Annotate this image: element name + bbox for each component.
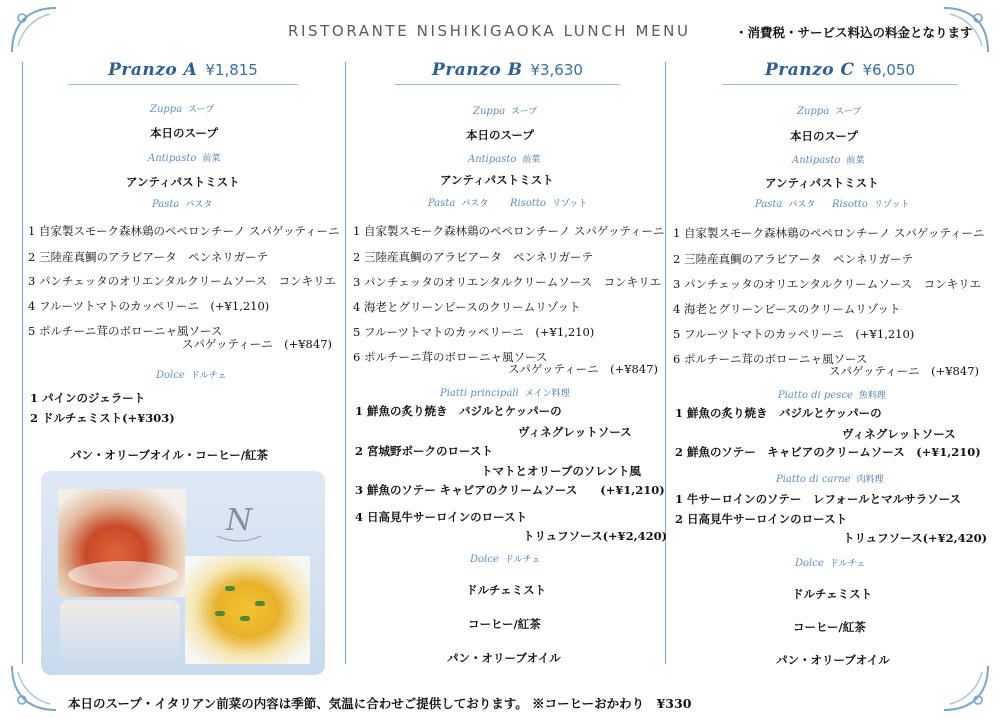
- section-jp: リゾット: [551, 199, 588, 209]
- menu-item: 3 パンチェッタのオリエンタルクリームソース コンキリエ: [28, 274, 336, 288]
- corner-ornament-icon: [940, 662, 992, 714]
- menu-item: 2 宮城野ポークのロースト: [355, 444, 493, 458]
- corner-ornament-icon: [940, 4, 992, 56]
- menu-item: 4 日高見牛サーロインのロースト: [355, 510, 528, 524]
- pranzo-b-title: [395, 60, 620, 88]
- menu-item: 本日のスープ: [466, 128, 534, 142]
- section-it: Antipasto: [148, 153, 197, 164]
- menu-item: 6 ポルチーニ茸のボローニャ風ソース: [673, 352, 868, 366]
- menu-item: 3 パンチェッタのオリエンタルクリームソース コンキリエ: [673, 277, 981, 291]
- column-divider: [22, 62, 23, 664]
- section-meat: [776, 472, 884, 485]
- section-jp: 肉料理: [856, 475, 884, 485]
- menu-item: スパゲッティーニ (+¥847): [508, 362, 658, 376]
- section-it: Zuppa: [150, 104, 183, 115]
- section-risotto: [510, 196, 587, 209]
- photo-reflection: [60, 600, 180, 660]
- menu-item: 5 フルーツトマトのカッペリーニ (+¥1,210): [673, 327, 915, 341]
- menu-item: 1 牛サーロインのソテー レフォールとマルサラソース: [675, 492, 962, 506]
- section-jp: スープ: [188, 105, 215, 115]
- logo-letter: N: [225, 503, 253, 538]
- section-main: [440, 386, 570, 399]
- section-jp: リゾット: [873, 200, 910, 210]
- menu-item: 4 海老とグリーンピースのクリームリゾット: [353, 300, 581, 314]
- section-jp: ドルチェ: [829, 559, 866, 569]
- section-jp: ドルチェ: [504, 555, 541, 565]
- column-divider: [665, 62, 666, 664]
- section-it: Pasta: [152, 199, 180, 210]
- pranzo-a-title: [68, 60, 298, 88]
- penne-photo: [58, 489, 186, 597]
- menu-item: 6 ポルチーニ茸のボローニャ風ソース: [353, 350, 548, 364]
- menu-item: 2 三陸産真鯛のアラビアータ ペンネリガーテ: [353, 250, 594, 264]
- column-divider: [345, 62, 346, 664]
- menu-item: 1 鮮魚の炙り焼き バジルとケッパーの: [355, 404, 562, 418]
- menu-item: スパゲッティーニ (+¥847): [182, 337, 332, 351]
- menu-item: コーヒー/紅茶: [793, 620, 866, 634]
- pranzo-c-title: [722, 60, 958, 88]
- pranzo-a-name: Pranzo A: [108, 60, 198, 80]
- section-it: Antipasto: [468, 154, 517, 165]
- section-it: Piatto di pesce: [778, 390, 853, 401]
- menu-item: 1 パインのジェラート: [30, 391, 146, 405]
- menu-item: 1 自家製スモーク森林鶏のペペロンチーノ スパゲッティーニ: [353, 224, 665, 238]
- section-it: Pasta: [428, 198, 456, 209]
- section-dolce: [795, 556, 866, 569]
- section-jp: スープ: [835, 107, 862, 117]
- pranzo-b-name: Pranzo B: [432, 60, 523, 80]
- menu-item: 本日のスープ: [150, 126, 218, 140]
- menu-item: パン・オリーブオイル: [447, 651, 561, 665]
- section-it: Risotto: [832, 199, 868, 210]
- section-jp: 前菜: [846, 156, 865, 166]
- menu-item: トリュフソース(+¥2,420): [523, 529, 668, 543]
- section-pasta: [755, 197, 815, 210]
- menu-item: 2 三陸産真鯛のアラビアータ ペンネリガーテ: [673, 252, 914, 266]
- tax-note: ・消費税・サービス料込の料金となります: [735, 25, 973, 40]
- section-jp: パスタ: [185, 200, 213, 210]
- menu-item: ヴィネグレットソース: [842, 427, 956, 441]
- section-dolce: [470, 552, 541, 565]
- menu-item: スパゲッティーニ (+¥847): [829, 364, 979, 378]
- section-antipasto: [792, 153, 864, 166]
- menu-item: 1 自家製スモーク森林鶏のペペロンチーノ スパゲッティーニ: [673, 226, 985, 240]
- menu-item: 本日のスープ: [790, 129, 858, 143]
- section-it: Piatti principali: [440, 388, 519, 399]
- section-it: Dolce: [795, 558, 824, 569]
- menu-item: トマトとオリーブのソレント風: [481, 464, 641, 478]
- menu-item: アンティパストミスト: [440, 173, 554, 187]
- section-it: Antipasto: [792, 155, 841, 166]
- section-jp: ドルチェ: [190, 371, 227, 381]
- restaurant-logo: [205, 490, 273, 550]
- menu-item: コーヒー/紅茶: [468, 617, 541, 631]
- section-zuppa: [473, 104, 537, 117]
- menu-item: 3 鮮魚のソテー キャビアのクリームソース (+¥1,210): [355, 483, 665, 497]
- section-it: Risotto: [510, 198, 546, 209]
- section-zuppa: [150, 102, 214, 115]
- section-dolce: [156, 368, 227, 381]
- section-pasta: [152, 197, 212, 210]
- menu-item: アンティパストミスト: [126, 175, 240, 189]
- section-risotto: [832, 197, 909, 210]
- section-it: Zuppa: [473, 106, 506, 117]
- section-jp: スープ: [511, 107, 538, 117]
- menu-item: 2 ドルチェミスト(+¥303): [30, 411, 175, 425]
- menu-item: アンティパストミスト: [765, 176, 879, 190]
- section-jp: パスタ: [461, 199, 489, 209]
- menu-item: 2 鮮魚のソテー キャビアのクリームソース (+¥1,210): [675, 445, 981, 459]
- section-jp: メイン料理: [524, 389, 570, 399]
- menu-item: トリュフソース(+¥2,420): [843, 531, 988, 545]
- section-jp: 前菜: [202, 154, 221, 164]
- pranzo-c-name: Pranzo C: [764, 60, 855, 80]
- section-it: Zuppa: [797, 106, 830, 117]
- section-jp: パスタ: [788, 200, 816, 210]
- menu-item: ヴィネグレットソース: [518, 425, 632, 439]
- pranzo-a-price: ¥1,815: [205, 61, 258, 79]
- menu-item: 4 フルーツトマトのカッペリーニ (+¥1,210): [28, 299, 270, 313]
- menu-item: ドルチェミスト: [792, 587, 873, 601]
- section-fish: [778, 388, 886, 401]
- menu-item: ドルチェミスト: [466, 583, 547, 597]
- section-it: Pasta: [755, 199, 783, 210]
- section-jp: 前菜: [522, 155, 541, 165]
- section-it: Dolce: [156, 370, 185, 381]
- menu-item: 4 海老とグリーンピースのクリームリゾット: [673, 302, 901, 316]
- menu-header-title: RISTORANTE NISHIKIGAOKA LUNCH MENU: [288, 22, 691, 40]
- menu-item: 2 三陸産真鯛のアラビアータ ペンネリガーテ: [28, 250, 269, 264]
- section-it: Dolce: [470, 554, 499, 565]
- section-jp: 魚料理: [858, 391, 886, 401]
- menu-item: 1 自家製スモーク森林鶏のペペロンチーノ スパゲッティーニ: [28, 224, 340, 238]
- menu-item: 2 日高見牛サーロインのロースト: [675, 512, 848, 526]
- menu-item: パン・オリーブオイル・コーヒー/紅茶: [70, 448, 268, 462]
- menu-item: 1 鮮魚の炙り焼き バジルとケッパーの: [675, 406, 882, 420]
- conchiglie-photo: [185, 556, 310, 664]
- section-it: Piatto di carne: [776, 474, 851, 485]
- menu-item: 5 ポルチーニ茸のボローニャ風ソース: [28, 324, 223, 338]
- menu-item: 5 フルーツトマトのカッペリーニ (+¥1,210): [353, 325, 595, 339]
- section-antipasto: [468, 152, 540, 165]
- footer-note: 本日のスープ・イタリアン前菜の内容は季節、気温に合わせご提供しております。 ※コーヒーおかわり ¥330: [68, 696, 692, 711]
- corner-ornament-icon: [8, 4, 60, 56]
- section-antipasto: [148, 151, 220, 164]
- menu-item: パン・オリーブオイル: [776, 653, 890, 667]
- pranzo-b-price: ¥3,630: [530, 61, 583, 79]
- section-zuppa: [797, 104, 861, 117]
- section-pasta: [428, 196, 488, 209]
- menu-item: 3 パンチェッタのオリエンタルクリームソース コンキリエ: [353, 275, 661, 289]
- pranzo-c-price: ¥6,050: [862, 61, 916, 79]
